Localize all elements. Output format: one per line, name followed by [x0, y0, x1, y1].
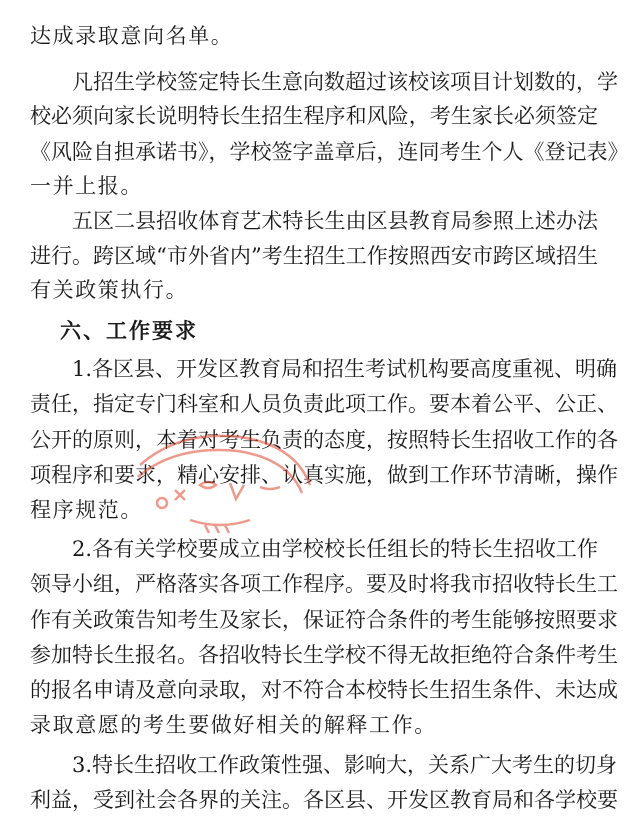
paragraph-line: 凡招生学校签定特长生意向数超过该校该项目计划数的，学: [72, 70, 618, 94]
paragraph-line: 录取意愿的考生要做好相关的解释工作。: [30, 713, 437, 737]
paragraph-line: 责任，指定专门科室和人员负责此项工作。要本着公平、公正、: [30, 392, 618, 416]
paragraph-line: 1.各区县、开发区教育局和招生考试机构要高度重视、明确: [72, 357, 618, 381]
paragraph-line: 校必须向家长说明特长生招生程序和风险，考生家长必须签定: [30, 104, 598, 128]
paragraph-line: 的报名申请及意向录取，对不符合本校特长生招生条件、未达成: [30, 678, 618, 702]
paragraph-line: 项程序和要求，精心安排、认真实施，做到工作环节清晰，操作: [30, 463, 618, 487]
paragraph-line: 2.各有关学校要成立由学校校长任组长的特长生招收工作: [72, 537, 598, 561]
paragraph-line: 五区二县招收体育艺术特长生由区县教育局参照上述办法: [72, 209, 598, 233]
paragraph-line: 公开的原则，本着对考生负责的态度，按照特长生招收工作的各: [30, 428, 618, 452]
paragraph-line: 领导小组，严格落实各项工作程序。要及时将我市招收特长生工: [30, 572, 618, 596]
paragraph-line: 利益，受到社会各界的关注。各区县、开发区教育局和各学校要: [30, 788, 618, 812]
paragraph-line: 有关政策执行。: [30, 278, 189, 302]
paragraph-line: 3.特长生招收工作政策性强、影响大，关系广大考生的切身: [72, 753, 618, 777]
paragraph-line: 一并上报。: [30, 174, 143, 198]
paragraph-line: 作有关政策告知考生及家长，保证符合条件的考生能够按照要求: [30, 608, 618, 632]
paragraph-line: 进行。跨区域“市外省内”考生招生工作按照西安市跨区域招生: [30, 244, 598, 268]
paragraph-line: 参加特长生报名。各招收特长生学校不得无故拒绝符合条件考生: [30, 643, 618, 667]
section-heading: 六、工作要求: [60, 318, 198, 343]
paragraph-line: 《风险自担承诺书》，学校签字盖章后，连同考生个人《登记表》: [30, 140, 629, 164]
paragraph-line: 达成录取意向名单。: [30, 24, 234, 48]
paragraph-line: 程序规范。: [30, 498, 143, 522]
